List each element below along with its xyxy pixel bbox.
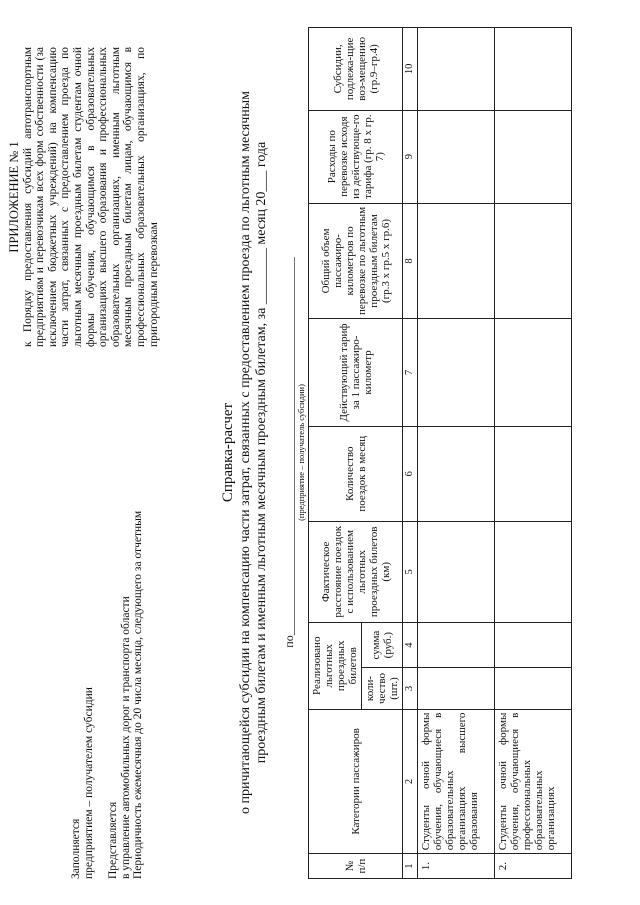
empty-cell[interactable]	[495, 668, 572, 709]
header-subsidy: Субсидии, подлежа-щие воз-мещению (гр.9–гр.4)	[309, 28, 403, 111]
column-number-row	[403, 28, 418, 879]
appendix-header	[8, 47, 160, 347]
row-number: 2.	[495, 854, 572, 879]
column-number: 1	[403, 854, 418, 879]
frequency-note: Периодичность ежемесячная до 20 числа месяца, следующего за отчетным	[132, 510, 145, 879]
empty-cell[interactable]	[495, 521, 572, 622]
row-category: Студенты очной формы обучения, обучающиеся в образовательных организациях высшего образования	[418, 709, 495, 854]
empty-cell[interactable]	[495, 110, 572, 203]
table-row	[495, 28, 572, 879]
table-row	[418, 28, 495, 879]
header-sold-tickets: Реализовано льготных проездных билетов	[309, 622, 362, 709]
recipient-caption: (предприятие – получатель субсидии)	[296, 384, 306, 521]
header-sum: сумма (руб.)	[362, 622, 403, 667]
header-number: № п/п	[309, 854, 403, 879]
row-category: Студенты очной формы обучения, обучающиеся в профессиональных образовательных организациях	[495, 709, 572, 854]
header-expenses: Расходы по перевозке исходя из действующе-го тарифа (гр. 8 х гр. 7)	[309, 110, 403, 203]
form-title-line-1: о причитающейся субсидии на компенсацию части затрат, связанных с предоставлением проезда по льготным месячным	[238, 91, 253, 815]
empty-cell[interactable]	[418, 28, 495, 111]
column-number: 6	[403, 426, 418, 521]
form-title	[220, 0, 270, 905]
empty-cell[interactable]	[418, 668, 495, 709]
empty-cell[interactable]	[495, 426, 572, 521]
header-tariff: Действующий тариф за 1 пассажиро-километр	[309, 319, 403, 426]
header-distance: Фактическое расстояние поездок с использованием льготных проездных билетов (км)	[309, 521, 403, 622]
submitted-to-note: Представляется в управление автомобильных дорог и транспорта области Периодичность ежемесячная до 20 числа месяца, следующего за отчетным	[107, 510, 145, 879]
subsidy-calculation-table	[308, 27, 572, 879]
appendix-title: ПРИЛОЖЕНИЕ № 1	[7, 141, 21, 253]
column-number: 10	[403, 28, 418, 111]
empty-cell[interactable]	[495, 622, 572, 667]
empty-cell[interactable]	[418, 110, 495, 203]
table-header-row	[309, 28, 362, 879]
header-category: Категории пассажиров	[309, 709, 403, 854]
header-quantity: коли-чество (шт.)	[362, 668, 403, 709]
column-number: 9	[403, 110, 418, 203]
header-passenger-km: Общий объем пассажиро-километров по перевозке по льготным проездным билетам (гр.3 х гр.5 х гр.6)	[309, 203, 403, 319]
empty-cell[interactable]	[418, 319, 495, 426]
column-number: 3	[403, 668, 418, 709]
column-number: 5	[403, 521, 418, 622]
empty-cell[interactable]	[495, 319, 572, 426]
empty-cell[interactable]	[418, 521, 495, 622]
empty-cell[interactable]	[418, 622, 495, 667]
empty-cell[interactable]	[418, 203, 495, 319]
empty-cell[interactable]	[495, 28, 572, 111]
column-number: 8	[403, 203, 418, 319]
form-heading: Справка-расчет	[220, 402, 236, 503]
empty-cell[interactable]	[495, 203, 572, 319]
column-number: 4	[403, 622, 418, 667]
empty-cell[interactable]	[418, 426, 495, 521]
column-number: 7	[403, 319, 418, 426]
recipient-blank: по_______________________________________________________________	[282, 257, 296, 648]
filled-by-note: Заполняется предприятием – получателем субсидии	[70, 687, 95, 879]
recipient-line	[282, 0, 306, 905]
header-trips: Количество поездок в месяц	[309, 426, 403, 521]
column-number: 2	[403, 709, 418, 854]
form-title-line-2: проездным билетам и именным льготным месячным проездным билетам, за ________ месяц 20___ года	[254, 141, 269, 764]
appendix-text: к Порядку предоставления субсидий автотранспортным предприятиям и перевозчикам всех форм собственности (за исключением бюджетных учреждений) на компенсацию части затрат, связанных с предоставлением проезда по льготным месячным проездным билетам студентам очной формы обучения, обучающимся в образовательных организациях высшего образования и профессиональных образовательных организациях, именным льготным месячным проездным билетам лицам, обучающимся в профессиональных образовательных организациях, по пригородным перевозкам	[21, 47, 160, 347]
row-number: 1.	[418, 854, 495, 879]
submission-notes	[70, 489, 157, 879]
